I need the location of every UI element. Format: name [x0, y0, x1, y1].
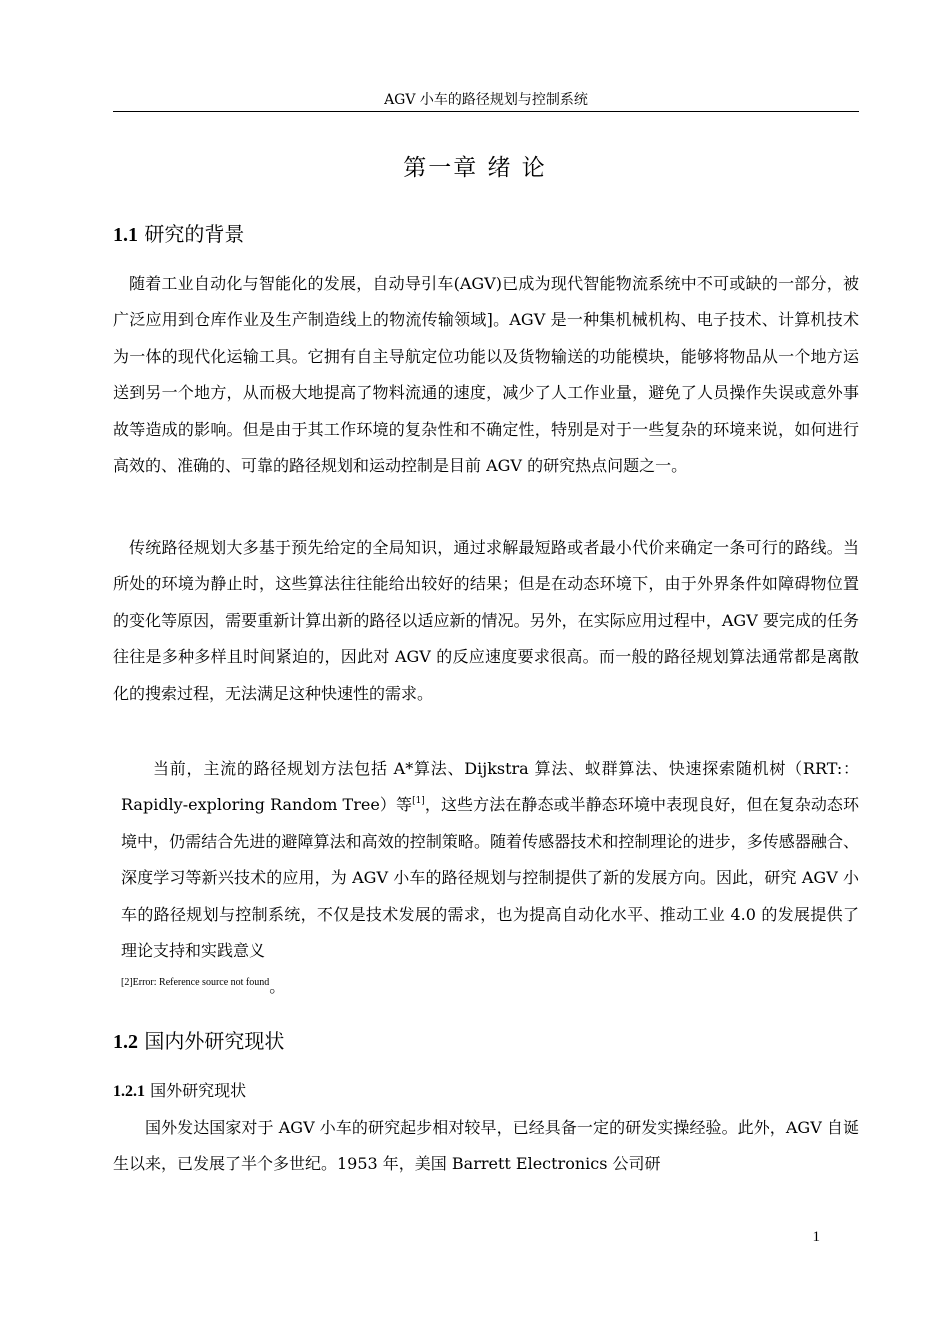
- paragraph-text: 当前，主流的路径规划方法包括 A*算法、Dijkstra 算法、蚁群算法、快速探索随机树（RRT:：Rapidly-exploring Random Tree）等: [121, 759, 859, 815]
- section-number: 1.2: [113, 1031, 138, 1053]
- section-number: 1.1: [113, 224, 138, 246]
- background-paragraph-3: [121, 751, 859, 1006]
- page-number: 1: [812, 1229, 820, 1245]
- section-title: 国内外研究现状: [144, 1029, 285, 1053]
- section-1-2-1-heading: [113, 1079, 246, 1104]
- running-header: AGV 小车的路径规划与控制系统: [384, 92, 588, 108]
- foreign-research-paragraph-1: 国外发达国家对于 AGV 小车的研究起步相对较早，已经具备一定的研发实操经验。此外，AGV 自诞生以来，已发展了半个多世纪。1953 年，美国 Barrett Electronics 公司研: [113, 1118, 859, 1174]
- section-title: 研究的背景: [144, 222, 245, 246]
- citation-error-note: [2]Error: Reference source not found: [121, 977, 270, 989]
- background-paragraph-2: 传统路径规划大多基于预先给定的全局知识，通过求解最短路或者最小代价来确定一条可行的路线。当所处的环境为静止时，这些算法往往能给出较好的结果；但是在动态环境下，由于外界条件如障碍物位置的变化等原因，需要重新计算出新的路径以适应新的情况。另外，在实际应用过程中，AGV 要完成的任务往往是多种多样且时间紧迫的，因此对 AGV 的反应速度要求很高。而一般的路径规划算法通常都是离散化的搜索过程，无法满足这种快速性的需求。: [113, 538, 859, 703]
- background-paragraph-1: 随着工业自动化与智能化的发展，自动导引车(AGV)已成为现代智能物流系统中不可或缺的一部分，被广泛应用到仓库作业及生产制造线上的物流传输领域]。AGV 是一种集机械机构、电子技术、计算机技术为一体的现代化运输工具。它拥有自主导航定位功能以及货物输送的功能模块，能够将物品从一个地方运送到另一个地方，从而极大地提高了物料流通的速度，减少了人工作业量，避免了人员操作失误或意外事故等造成的影响。但是由于其工作环境的复杂性和不确定性，特别是对于一些复杂的环境来说，如何进行高效的、准确的、可靠的路径规划和运动控制是目前 AGV 的研究热点问题之一。: [113, 274, 859, 476]
- chapter-title: 第一章 绪 论: [403, 155, 547, 181]
- paragraph-end: 。: [269, 977, 286, 997]
- header-rule: [113, 111, 859, 112]
- citation-1: [1]: [412, 796, 425, 807]
- section-1-2-heading: [113, 1027, 284, 1056]
- paragraph-text: ，这些方法在静态或半静态环境中表现良好，但在复杂动态环境中，仍需结合先进的避障算法和高效的控制策略。随着传感器技术和控制理论的进步，多传感器融合、深度学习等新兴技术的应用，为 AGV 小车的路径规划与控制提供了新的发展方向。因此，研究 AGV 小车的路径规划与控制系统，不仅是技术发展的需求，也为提高自动化水平、推动工业 4.0 的发展提供了理论支持和实践意义: [121, 795, 859, 961]
- section-1-1-heading: [113, 220, 244, 249]
- subsection-title: 国外研究现状: [150, 1081, 247, 1100]
- subsection-number: 1.2.1: [113, 1083, 145, 1100]
